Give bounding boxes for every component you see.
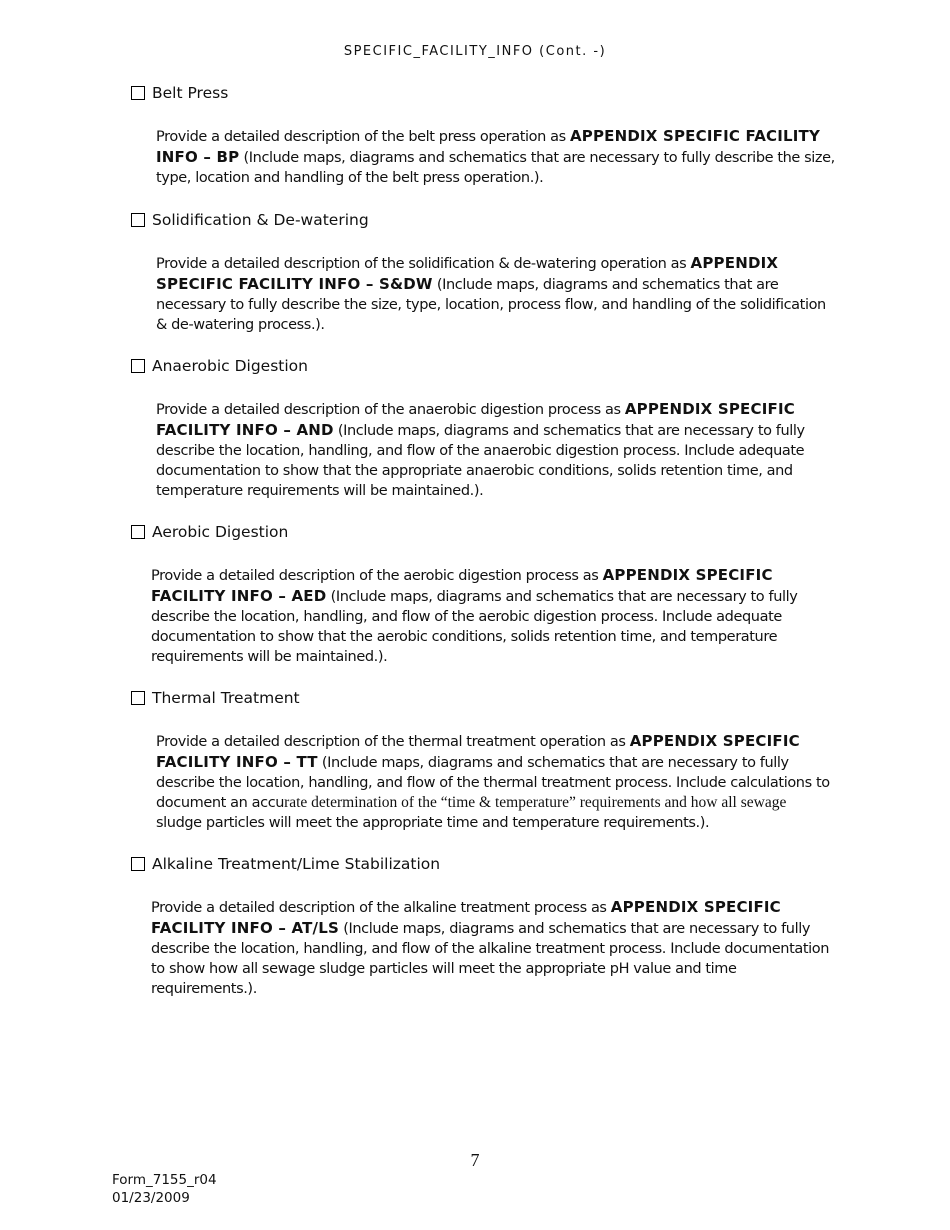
thermal-desc-note: (Include maps, diagrams and schematics that are necessary to fully describe the location, handling, and flow of the thermal treatment process. Include calculations to document an accu [156, 755, 830, 811]
solidification-appendix-ref: APPENDIX SPECIFIC FACILITY INFO – S&DW [156, 254, 779, 293]
solidification-checkbox[interactable] [131, 213, 145, 227]
section-belt-press [131, 84, 228, 102]
section-solidification [131, 211, 369, 229]
section-anaerobic-digestion [131, 357, 308, 375]
footer-date: 01/23/2009 [112, 1190, 190, 1206]
solidification-description [156, 253, 836, 335]
aerobic-digestion-label: Aerobic Digestion [152, 523, 289, 541]
solidification-label: Solidification & De-watering [152, 211, 369, 229]
aerobic-appendix-ref: APPENDIX SPECIFIC FACILITY INFO – AED [151, 566, 773, 605]
aerobic-digestion-checkbox[interactable] [131, 525, 145, 539]
page-header: SPECIFIC_FACILITY_INFO (Cont. -) [343, 44, 607, 59]
thermal-treatment-description [156, 731, 836, 833]
page-number: 7 [470, 1150, 480, 1170]
anaerobic-digestion-checkbox[interactable] [131, 359, 145, 373]
belt-press-appendix-ref: APPENDIX SPECIFIC FACILITY INFO – BP [156, 127, 821, 166]
anaerobic-desc-note: (Include maps, diagrams and schematics that are necessary to fully describe the location, handling, and flow of the anaerobic digestion process. Include adequate documentation to show that the appropriate anaerobic conditions, solids retention time, and temperature requirements will be maintained.). [156, 423, 805, 499]
footer-form-id: Form_7155_r04 [112, 1172, 217, 1188]
belt-press-checkbox[interactable] [131, 86, 145, 100]
aerobic-desc-note: (Include maps, diagrams and schematics that are necessary to fully describe the location, handling, and flow of the aerobic digestion process. Include adequate documentation to show that the aerobic conditions, solids retention time, and temperature requirements will be maintained.). [151, 589, 798, 665]
thermal-desc-serif: rate determination of the “time & temperature” requirements and how all sewage [284, 794, 787, 811]
alkaline-desc-note: (Include maps, diagrams and schematics that are necessary to fully describe the location, handling, and flow of the alkaline treatment process. Include documentation to show how all sewage sludge particles will meet the appropriate pH value and time requirements.). [151, 921, 830, 997]
thermal-desc-tail: sludge particles will meet the appropriate time and temperature requirements.). [156, 815, 710, 831]
alkaline-treatment-label: Alkaline Treatment/Lime Stabilization [152, 855, 441, 873]
alkaline-treatment-description [151, 897, 831, 999]
anaerobic-digestion-label: Anaerobic Digestion [152, 357, 308, 375]
belt-press-desc-note: (Include maps, diagrams and schematics that are necessary to fully describe the size, type, location and handling of the belt press operation.). [156, 150, 835, 186]
solidification-desc-text: Provide a detailed description of the solidification & de-watering operation as [156, 256, 691, 272]
belt-press-description [156, 126, 836, 188]
alkaline-appendix-ref: APPENDIX SPECIFIC FACILITY INFO – AT/LS [151, 898, 781, 937]
thermal-appendix-ref: APPENDIX SPECIFIC FACILITY INFO – TT [156, 732, 800, 771]
belt-press-label: Belt Press [152, 84, 229, 102]
solidification-desc-note: (Include maps, diagrams and schematics that are necessary to fully describe the size, type, location, process flow, and handling of the solidification & de-watering process.). [156, 277, 826, 333]
section-alkaline-treatment [131, 855, 440, 873]
belt-press-desc-text: Provide a detailed description of the belt press operation as [156, 129, 570, 145]
anaerobic-appendix-ref: APPENDIX SPECIFIC FACILITY INFO – AND [156, 400, 795, 439]
anaerobic-digestion-description [156, 399, 836, 501]
aerobic-digestion-description [151, 565, 831, 667]
section-thermal-treatment [131, 689, 300, 707]
thermal-treatment-label: Thermal Treatment [152, 689, 300, 707]
section-aerobic-digestion [131, 523, 288, 541]
thermal-desc-text: Provide a detailed description of the thermal treatment operation as [156, 734, 630, 750]
alkaline-desc-text: Provide a detailed description of the alkaline treatment process as [151, 900, 611, 916]
aerobic-desc-text: Provide a detailed description of the aerobic digestion process as [151, 568, 603, 584]
alkaline-treatment-checkbox[interactable] [131, 857, 145, 871]
anaerobic-desc-text: Provide a detailed description of the anaerobic digestion process as [156, 402, 625, 418]
thermal-treatment-checkbox[interactable] [131, 691, 145, 705]
